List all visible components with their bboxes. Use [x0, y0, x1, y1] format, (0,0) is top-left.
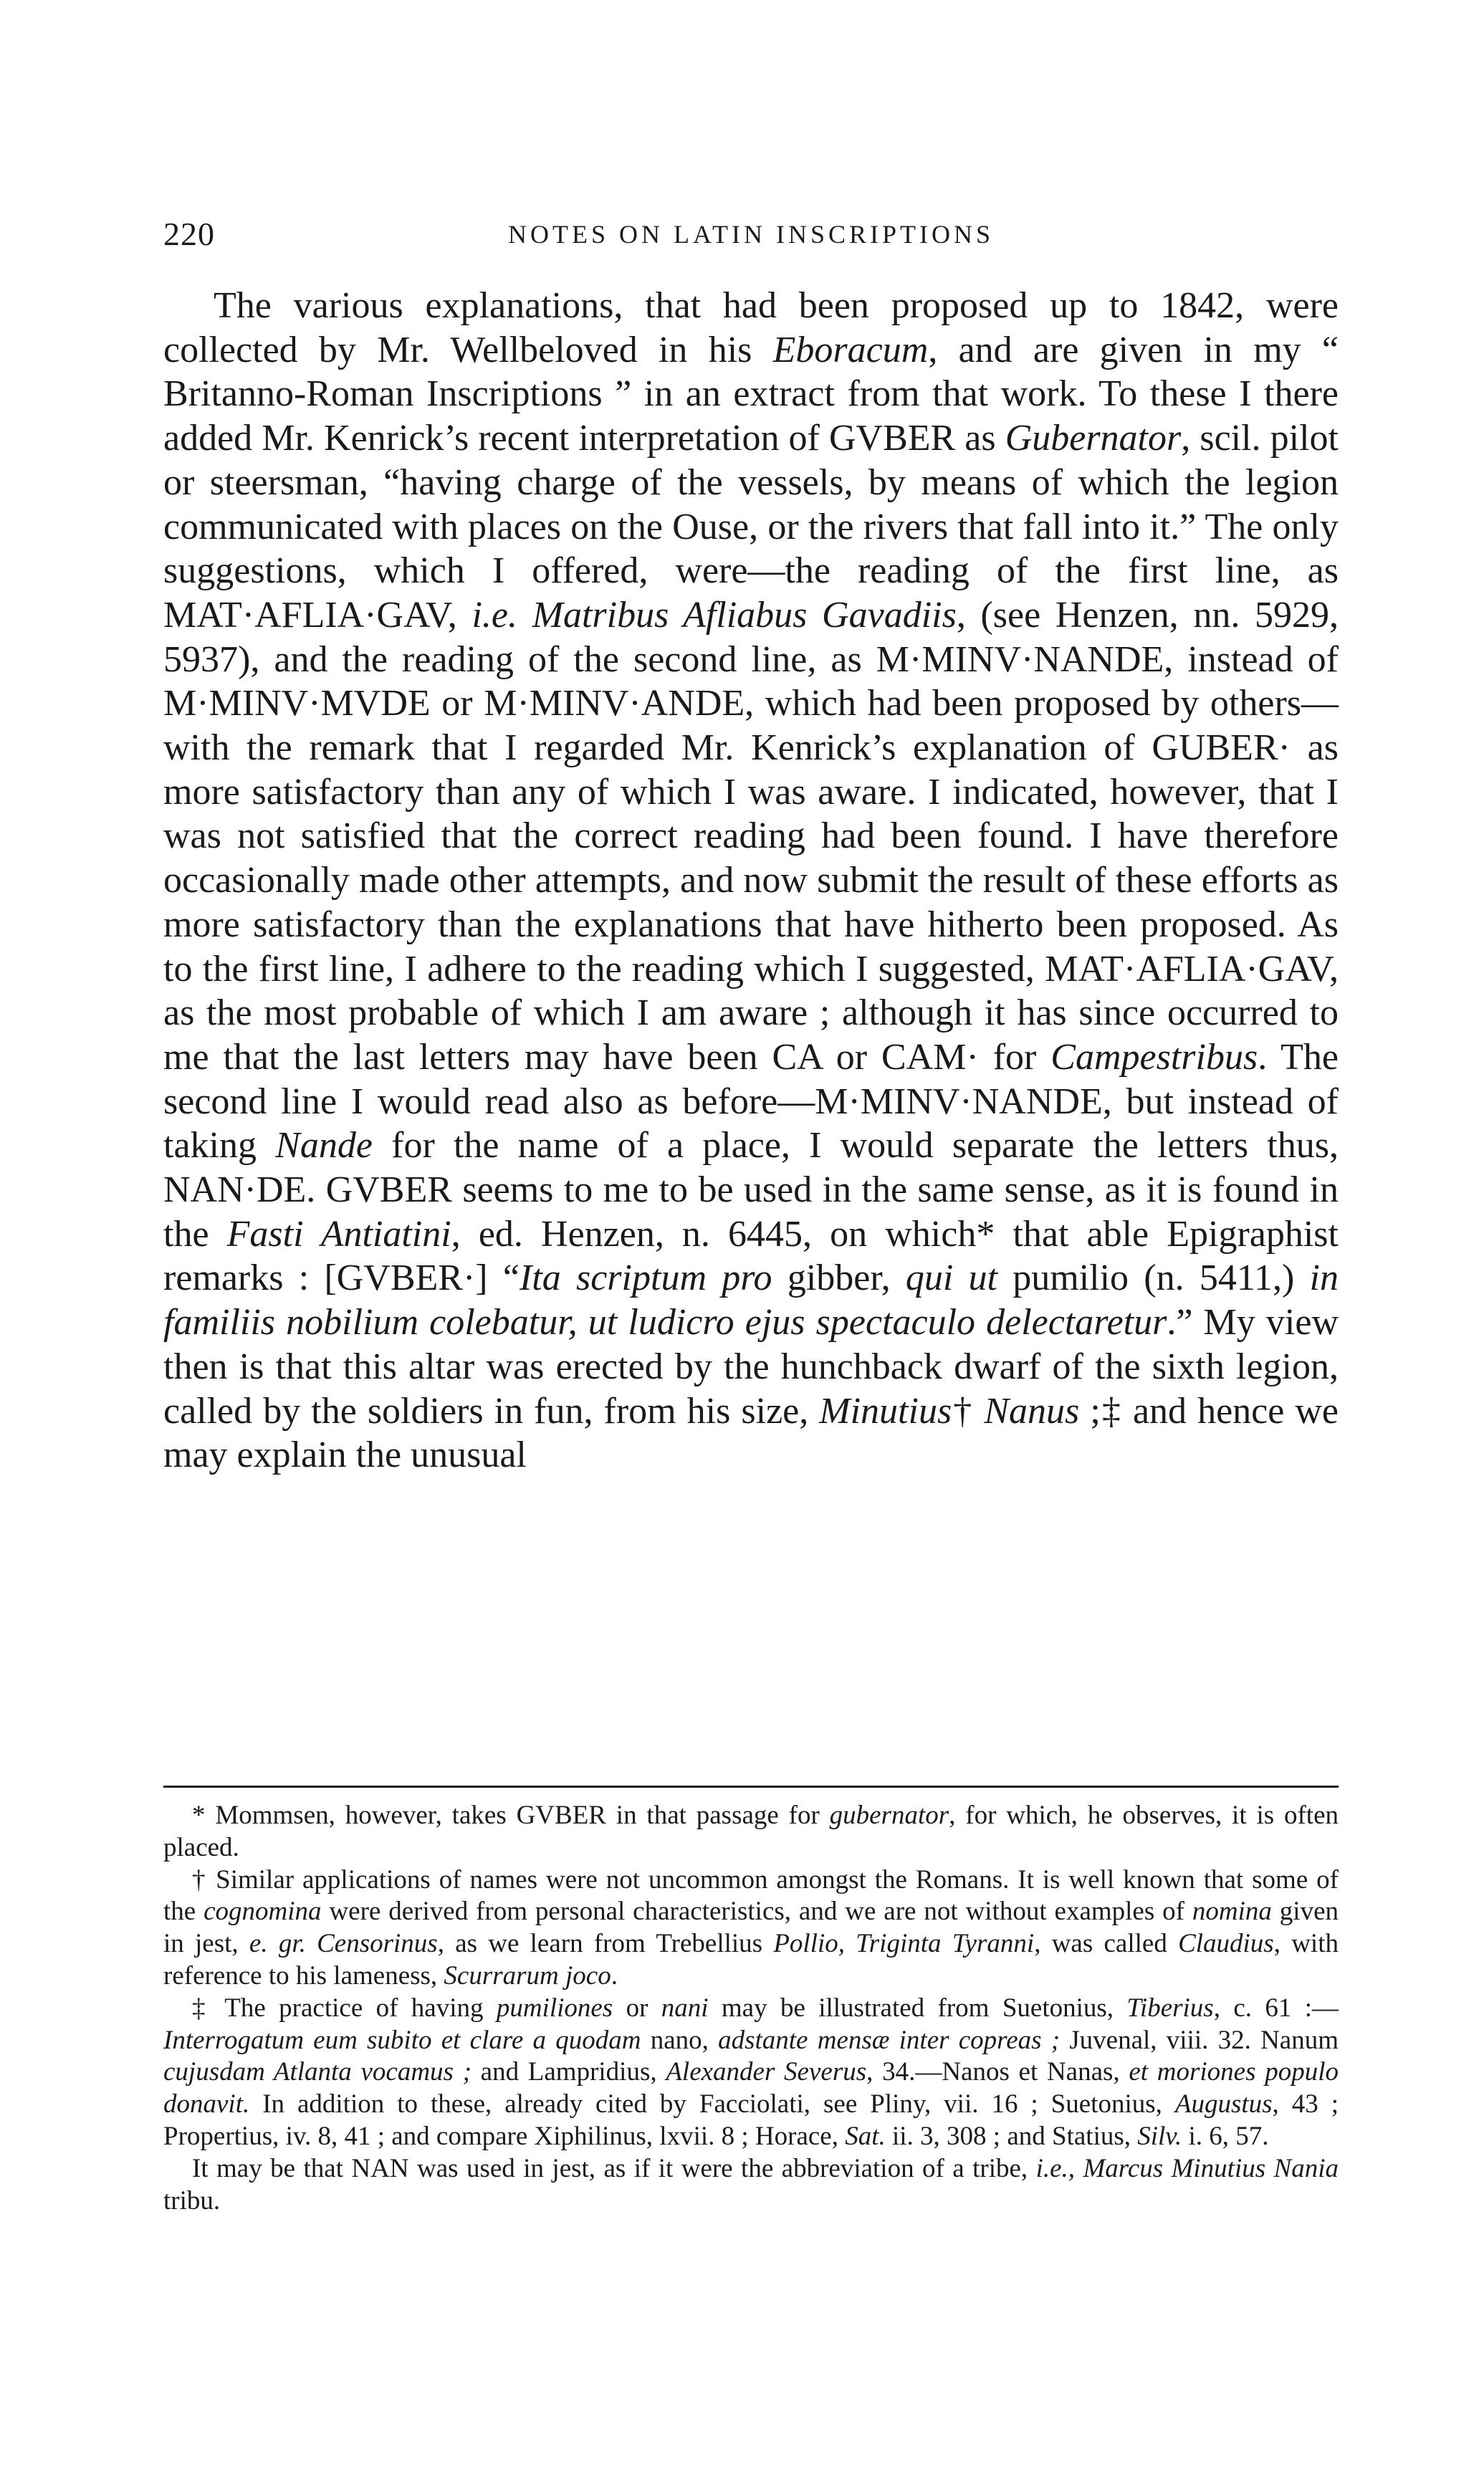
italic-run: nomina: [1192, 1897, 1272, 1927]
text-run: †: [952, 1390, 985, 1432]
italic-run: Campestribus: [1050, 1036, 1258, 1078]
text-run: , with reference to his lameness,: [163, 1929, 1339, 1991]
text-run: ‡ The practice of having: [192, 1993, 497, 2023]
italic-run: gubernator: [829, 1801, 949, 1830]
text-run: tribu.: [163, 2185, 221, 2215]
footnote-1: [163, 1800, 1339, 1864]
italic-run: Interrogatum eum subito et clare a quodam: [163, 2025, 641, 2055]
italic-run: Fasti Antiatini: [226, 1213, 451, 1255]
text-run: , and are given in my “ Britanno-Roman Inscriptions ” in an extract from that work. To these I there added Mr. Kenrick’s recent interpretation of GVBER as: [163, 329, 1339, 459]
footnotes: [163, 1800, 1339, 2217]
italic-run: qui ut: [905, 1258, 997, 1299]
main-paragraph: [163, 284, 1339, 1477]
italic-run: Ita scriptum pro: [519, 1258, 772, 1299]
text-run: and Lampridius,: [471, 2057, 666, 2087]
italic-run: e. gr. Censorinus: [249, 1929, 438, 1959]
italic-run: in familiis nobilium colebatur, ut ludicro ejus spectaculo delectaretur: [163, 1258, 1339, 1343]
text-run: ii. 3, 308 ; and Statius,: [885, 2121, 1138, 2151]
page-header: [163, 215, 1339, 258]
italic-run: i.e. Matribus Afliabus Gavadiis: [471, 594, 957, 636]
italic-run: Silv.: [1137, 2121, 1182, 2151]
text-run: In addition to these, already cited by Facciolati, see Pliny, vii. 16 ; Suetonius,: [249, 2089, 1175, 2119]
italic-run: Eboracum: [772, 329, 929, 370]
text-run: .: [611, 1960, 618, 1991]
italic-run: Alexander Severus: [666, 2057, 867, 2087]
italic-run: et moriones populo donavit.: [163, 2057, 1339, 2119]
italic-run: Tiberius: [1126, 1993, 1214, 2023]
text-run: may be illustrated from Suetonius,: [708, 1993, 1127, 2023]
italic-run: nani: [661, 1993, 709, 2023]
text-run: pumilio (n. 5411,): [997, 1258, 1310, 1299]
text-run: gibber,: [772, 1258, 906, 1299]
text-run: , c. 61 :—: [1213, 1993, 1339, 2023]
main-text: [163, 284, 1339, 1477]
text-run: ;‡ and hence we may explain the unusual: [163, 1390, 1339, 1476]
italic-run: cujusdam Atlanta vocamus ;: [163, 2057, 471, 2087]
text-run: for the name of a place, I would separate the letters thus, NAN·DE. GVBER seems to me to be used in the same sense, as it is found in the: [163, 1125, 1339, 1255]
text-run: It may be that NAN was used in jest, as if it were the abbreviation of a tribe,: [192, 2153, 1036, 2183]
italic-run: Gubernator: [1005, 418, 1182, 459]
text-run: nano,: [641, 2025, 719, 2055]
italic-run: Augustus: [1174, 2089, 1273, 2119]
italic-run: i.e., Marcus Minutius Nania: [1035, 2153, 1339, 2183]
italic-run: Pollio, Triginta Tyranni: [773, 1929, 1035, 1959]
page-number: 220: [163, 216, 215, 252]
text-run: , 34.—Nanos et Nanas,: [866, 2057, 1129, 2087]
italic-run: cognomina: [204, 1897, 322, 1927]
text-run: † Similar applications of names were not uncommon amongst the Romans. It is well known that some of the: [163, 1864, 1339, 1927]
text-run: The various explanations, that had been proposed up to 1842, were collected by Mr. Wellbeloved in his: [163, 285, 1339, 370]
text-run: . The second line I would read also as before—M·MINV·NANDE, but instead of taking: [163, 1036, 1339, 1167]
italic-run: Nande: [275, 1125, 373, 1167]
text-run: , (see Henzen, nn. 5929, 5937), and the reading of the second line, as M·MINV·NANDE, instead of M·MINV·MVDE or M·MINV·ANDE, which had been proposed by others—with the remark that I regarded Mr. Kenrick’s explanation of GUBER· as more satisfactory than any of which I was aware. I indicated, however, that I was not satisfied that the correct reading had been found. I have therefore occasionally made other attempts, and now submit the result of these efforts as more satisfactory than the explanations that have hitherto been proposed. As to the first line, I adhere to the reading which I suggested, MAT·AFLIA·GAV, as the most probable of which I am aware ; although it has since occurred to me that the last letters may have been CA or CAM· for: [163, 594, 1339, 1078]
text-run: given in jest,: [163, 1897, 1339, 1959]
footnote-divider: [163, 1786, 1339, 1788]
italic-run: Scurrarum joco: [444, 1960, 611, 1991]
text-run: Juvenal, viii. 32. Nanum: [1060, 2025, 1339, 2055]
italic-run: Sat.: [845, 2121, 886, 2151]
text-run: .” My view then is that this altar was erected by the hunchback dwarf of the sixth legion, called by the soldiers in fun, from his size,: [163, 1302, 1339, 1432]
text-run: , for which, he observes, it is often placed.: [163, 1801, 1339, 1862]
footnote-4: [163, 2153, 1339, 2218]
text-run: * Mommsen, however, takes GVBER in that passage for: [192, 1801, 830, 1830]
footnote-3: [163, 1993, 1339, 2153]
footnote-2: [163, 1864, 1339, 1993]
running-title: NOTES ON LATIN INSCRIPTIONS: [507, 220, 994, 249]
italic-run: adstante mensæ inter copreas ;: [718, 2025, 1061, 2055]
italic-run: pumiliones: [496, 1993, 613, 2023]
text-run: were derived from personal characteristics, and we are not without examples of: [321, 1897, 1192, 1927]
text-run: , scil. pilot or steersman, “having charge of the vessels, by means of which the legion communicated with places on the Ouse, or the rivers that fall into it.” The only suggestions, which I offered, were—the reading of the first line, as MAT·AFLIA·GAV,: [163, 418, 1339, 636]
text-run: , ed. Henzen, n. 6445, on which* that able Epigraphist remarks : [GVBER·] “: [163, 1213, 1339, 1299]
text-run: or: [613, 1993, 661, 2023]
italic-run: Minutius: [819, 1390, 952, 1432]
italic-run: Claudius: [1178, 1929, 1274, 1959]
text-run: , was called: [1034, 1929, 1179, 1959]
text-run: , as we learn from Trebellius: [437, 1929, 774, 1959]
italic-run: Nanus: [984, 1390, 1080, 1432]
text-run: , 43 ; Propertius, iv. 8, 41 ; and compare Xiphilinus, lxvii. 8 ; Horace,: [163, 2089, 1339, 2151]
text-run: i. 6, 57.: [1182, 2121, 1269, 2151]
